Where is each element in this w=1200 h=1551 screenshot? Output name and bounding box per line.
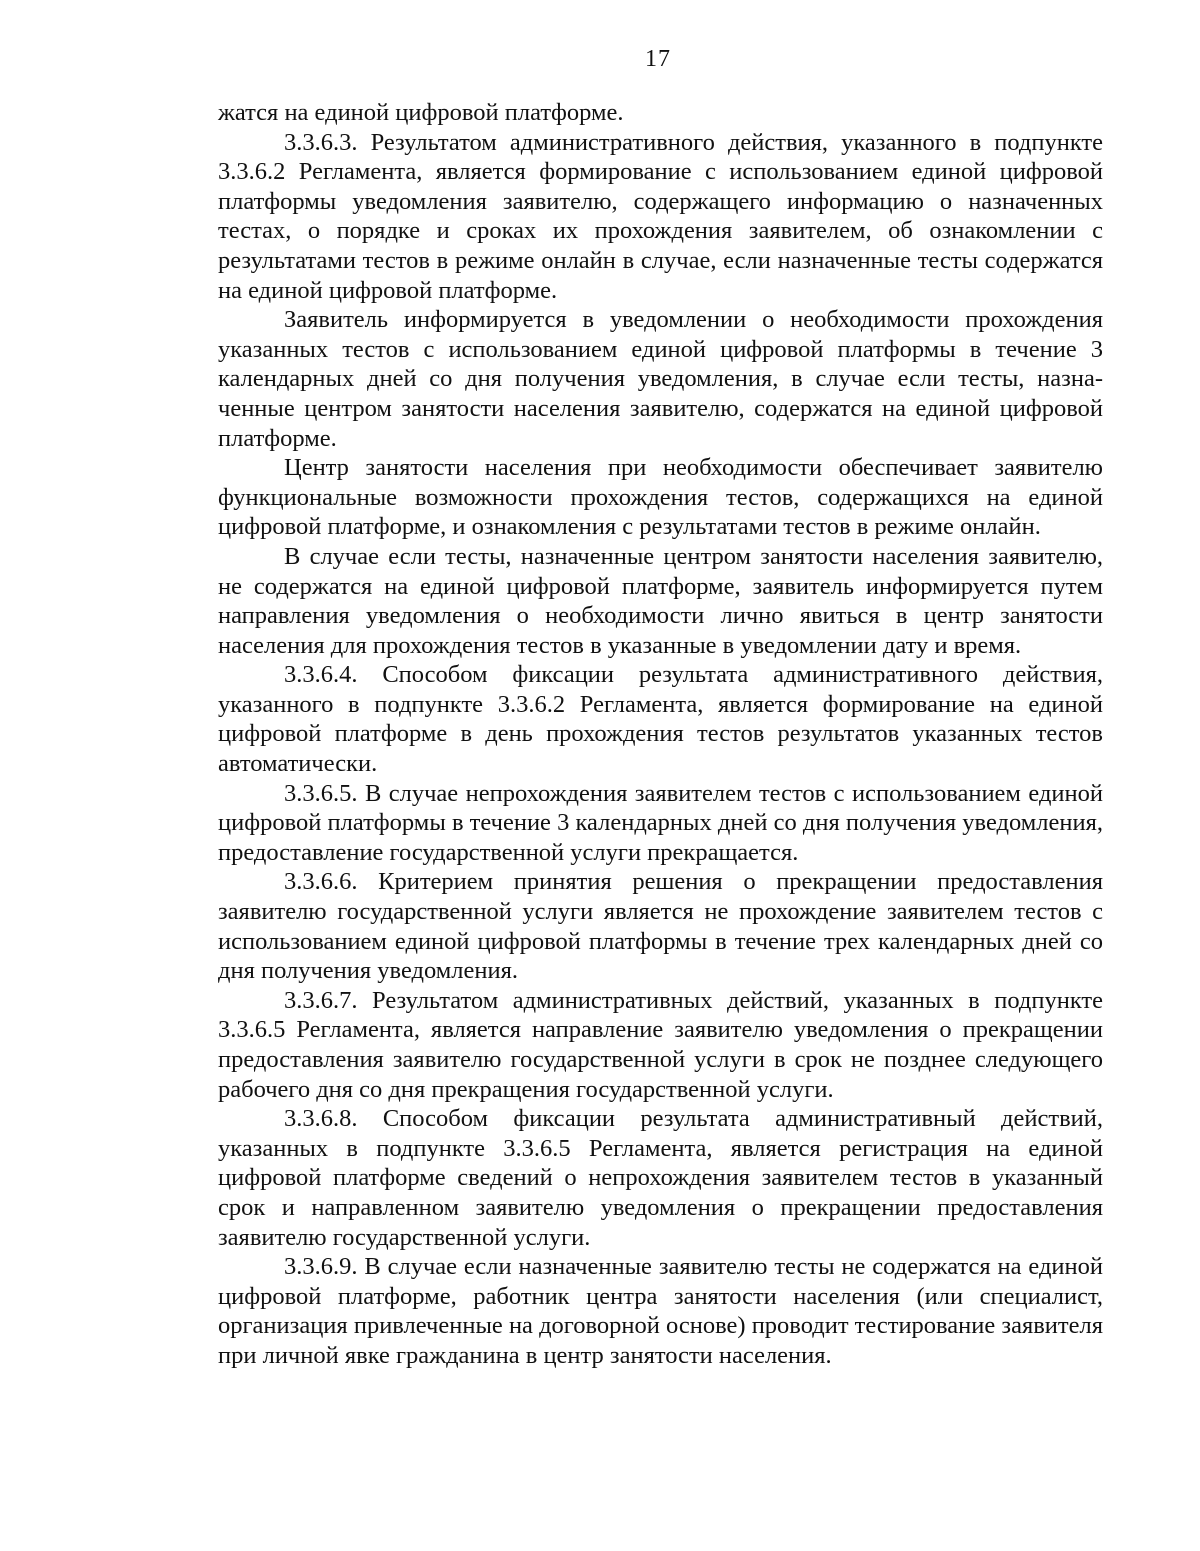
paragraph-applicant-informed: Заявитель информируется в уведомлении о необходимости прохождения указанных тестов с использованием единой цифровой платформы в течение 3 календарных дней со дня получения уведомления, в случае если тесты, назначенные центром занятости населения заявителю, содержатся на единой цифровой платформе. [218, 306, 1103, 452]
document-body [218, 98, 1103, 1371]
paragraph-tests-not-on-platform: В случае если тесты, назначенные центром занятости населения заявителю, не содержатся на единой цифровой платформе, заявитель информируется путем направления уведомления о необходимости лично явиться в центр занятости населения для прохождения тестов в указанные в уведомлении дату и время. [218, 542, 1103, 659]
paragraph-3-3-6-8: 3.3.6.8. Способом фиксации результата административный действий, указанных в подпункте 3.3.6.5 Регламента, является регистрация на единой цифровой платформе сведений о непрохождения заявителем тестов в указанный срок и направленном заявителю уведомления о прекращении предоставления заявителю государственной услуги. [218, 1105, 1103, 1251]
paragraph-3-3-6-4: 3.3.6.4. Способом фиксации результата административного действия, указанного в подпункте 3.3.6.2 Регламента, является формирование на единой цифровой платформе в день прохождения тестов результатов указанных тестов автоматически. [218, 661, 1103, 778]
paragraph-3-3-6-5: 3.3.6.5. В случае непрохождения заявителем тестов с использованием единой цифровой платформы в течение 3 календарных дней со дня получения уведомления, предоставление государственной услуги прекращается. [218, 779, 1103, 866]
paragraph-3-3-6-7: 3.3.6.7. Результатом административных действий, указанных в подпункте 3.3.6.5 Регламента, является направление заявителю уведомления о прекращении предоставления заявителю государственной услуги в срок не позднее следующего рабочего дня со дня прекращения государственной услуги. [218, 986, 1103, 1103]
paragraph-3-3-6-6: 3.3.6.6. Критерием принятия решения о прекращении предоставления заявителю государственной услуги является не прохождение заявителем тестов с использованием единой цифровой платформы в течение трех календарных дней со дня получения уведомления. [218, 868, 1103, 985]
paragraph-employment-center-provides: Центр занятости населения при необходимости обеспечивает заявителю функциональные возможности прохождения тестов, содержащихся на единой цифровой платформе, и ознакомления с результатами тестов в режиме онлайн. [218, 454, 1103, 541]
paragraph-3-3-6-9: 3.3.6.9. В случае если назначенные заявителю тесты не содержатся на единой цифровой платформе, работник центра занятости населения (или специалист, организация привлеченные на договорной основе) проводит тестирование заявителя при личной явке гражданина в центр занятости населения. [218, 1253, 1103, 1369]
page-number: 17 [645, 46, 671, 72]
paragraph-3-3-6-3: 3.3.6.3. Результатом административного действия, указанного в подпункте 3.3.6.2 Регламента, является формирование с использованием единой цифровой платформы уведомления заявителю, содержащего информацию о назначенных тестах, о порядке и сроках их прохождения заявителем, об ознакомлении с результатами тестов в режиме онлайн в случае, если назначенные тесты содержатся на единой цифровой платформе. [218, 128, 1103, 304]
paragraph-continuation: жатся на единой цифровой платформе. [218, 99, 624, 126]
